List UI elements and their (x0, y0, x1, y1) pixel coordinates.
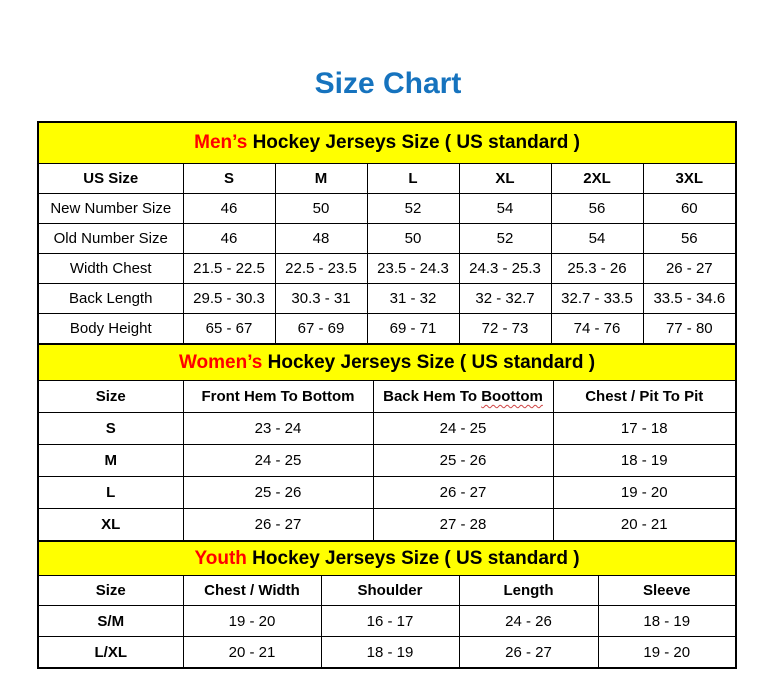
column-header-2xl: 2XL (551, 164, 643, 194)
womens-banner-row (38, 344, 736, 381)
column-header-l: L (367, 164, 459, 194)
table-cell: 23.5 - 24.3 (367, 254, 459, 284)
table-cell: 19 - 20 (183, 606, 321, 637)
table-cell: 18 - 19 (321, 637, 459, 669)
table-row-body-height (38, 314, 736, 345)
table-cell: 26 - 27 (373, 477, 553, 509)
youth-banner-highlight: Youth (194, 547, 247, 569)
table-row-women-l (38, 477, 736, 509)
column-header-xl: XL (459, 164, 551, 194)
table-cell: 29.5 - 30.3 (183, 284, 275, 314)
table-cell: 26 - 27 (459, 637, 598, 669)
table-cell: 48 (275, 224, 367, 254)
column-header-3xl: 3XL (643, 164, 736, 194)
table-cell: 27 - 28 (373, 509, 553, 542)
table-cell: 24 - 25 (183, 445, 373, 477)
column-header-chest-width: Chest / Width (183, 576, 321, 606)
table-cell: 24 - 25 (373, 413, 553, 445)
mens-banner-row (38, 122, 736, 164)
column-header-shoulder: Shoulder (321, 576, 459, 606)
back-hem-label: Back Hem To (383, 388, 478, 405)
table-cell: 23 - 24 (183, 413, 373, 445)
page-title: Size Chart (314, 67, 462, 100)
mens-banner-highlight: Men’s (194, 132, 248, 153)
table-cell: 54 (459, 194, 551, 224)
table-cell: 72 - 73 (459, 314, 551, 345)
womens-size-table (37, 343, 737, 542)
table-row-back-length (38, 284, 736, 314)
womens-banner-text: Hockey Jerseys Size ( US standard ) (267, 351, 596, 373)
table-cell: 46 (183, 224, 275, 254)
mens-header-row (38, 164, 736, 194)
column-header-us-size: US Size (38, 164, 183, 194)
table-cell: 25.3 - 26 (551, 254, 643, 284)
table-cell: 77 - 80 (643, 314, 736, 345)
table-cell: 32.7 - 33.5 (551, 284, 643, 314)
table-cell: 52 (459, 224, 551, 254)
table-cell: 24.3 - 25.3 (459, 254, 551, 284)
column-header-m: M (275, 164, 367, 194)
womens-banner-highlight: Women’s (178, 351, 263, 373)
table-row-old-number-size (38, 224, 736, 254)
youth-banner-row (38, 541, 736, 576)
youth-header-row (38, 576, 736, 606)
mens-size-table (37, 121, 737, 345)
row-label: New Number Size (38, 194, 183, 224)
column-header-length: Length (459, 576, 598, 606)
table-cell: 21.5 - 22.5 (183, 254, 275, 284)
table-cell: 74 - 76 (551, 314, 643, 345)
table-cell: 22.5 - 23.5 (275, 254, 367, 284)
table-cell: 65 - 67 (183, 314, 275, 345)
table-cell: 18 - 19 (598, 606, 736, 637)
table-cell: 25 - 26 (373, 445, 553, 477)
row-label: Body Height (38, 314, 183, 345)
table-row-women-s (38, 413, 736, 445)
column-header-s: S (183, 164, 275, 194)
youth-section-banner (38, 541, 736, 576)
row-label: M (38, 445, 183, 477)
table-row-new-number-size (38, 194, 736, 224)
table-cell: 26 - 27 (643, 254, 736, 284)
table-cell: 17 - 18 (553, 413, 736, 445)
table-cell: 30.3 - 31 (275, 284, 367, 314)
table-cell: 31 - 32 (367, 284, 459, 314)
womens-section-banner (38, 344, 736, 381)
table-cell: 19 - 20 (598, 637, 736, 669)
row-label: Old Number Size (38, 224, 183, 254)
mens-section-banner (38, 122, 736, 164)
row-label: XL (38, 509, 183, 542)
youth-size-table (37, 540, 737, 669)
table-cell: 67 - 69 (275, 314, 367, 345)
table-cell: 52 (367, 194, 459, 224)
table-cell: 50 (275, 194, 367, 224)
column-header-front-hem: Front Hem To Bottom (183, 381, 373, 413)
table-cell: 32 - 32.7 (459, 284, 551, 314)
table-cell: 20 - 21 (183, 637, 321, 669)
table-cell: 16 - 17 (321, 606, 459, 637)
table-cell: 69 - 71 (367, 314, 459, 345)
mens-banner-text: Hockey Jerseys Size ( US standard ) (252, 132, 580, 153)
column-header-sleeve: Sleeve (598, 576, 736, 606)
misspelled-word: Boottom (481, 388, 543, 405)
row-label: L (38, 477, 183, 509)
table-row-width-chest (38, 254, 736, 284)
table-cell: 20 - 21 (553, 509, 736, 542)
table-cell: 33.5 - 34.6 (643, 284, 736, 314)
table-cell: 46 (183, 194, 275, 224)
table-cell: 24 - 26 (459, 606, 598, 637)
column-header-chest-pit: Chest / Pit To Pit (553, 381, 736, 413)
row-label: S (38, 413, 183, 445)
table-cell: 19 - 20 (553, 477, 736, 509)
row-label: L/XL (38, 637, 183, 669)
table-row-women-xl (38, 509, 736, 542)
youth-banner-text: Hockey Jerseys Size ( US standard ) (252, 547, 580, 569)
table-row-youth-lxl (38, 637, 736, 669)
row-label: Width Chest (38, 254, 183, 284)
table-cell: 25 - 26 (183, 477, 373, 509)
column-header-size: Size (38, 576, 183, 606)
size-chart-tables (37, 121, 735, 669)
column-header-back-hem (373, 381, 553, 413)
table-cell: 50 (367, 224, 459, 254)
column-header-size: Size (38, 381, 183, 413)
table-cell: 26 - 27 (183, 509, 373, 542)
table-cell: 18 - 19 (553, 445, 736, 477)
table-cell: 56 (643, 224, 736, 254)
table-row-women-m (38, 445, 736, 477)
row-label: Back Length (38, 284, 183, 314)
table-cell: 60 (643, 194, 736, 224)
row-label: S/M (38, 606, 183, 637)
womens-header-row (38, 381, 736, 413)
table-cell: 54 (551, 224, 643, 254)
table-cell: 56 (551, 194, 643, 224)
table-row-youth-sm (38, 606, 736, 637)
